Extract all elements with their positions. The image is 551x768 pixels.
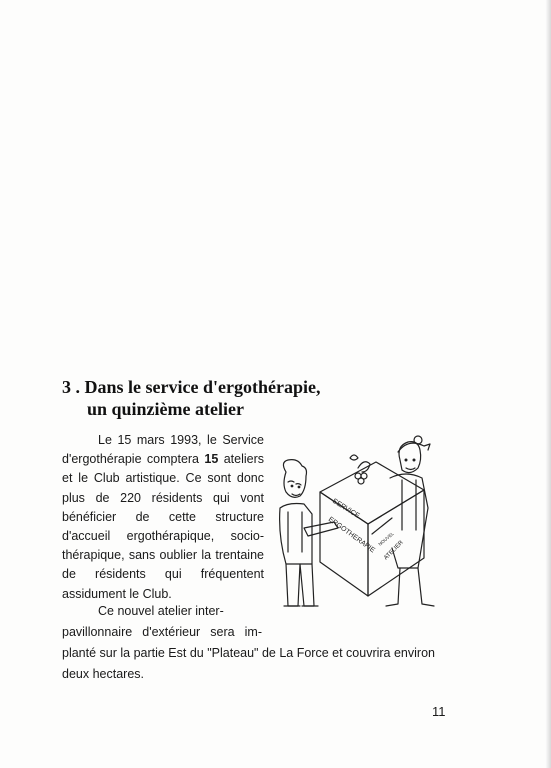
- box-side-label: ATELIER: [383, 539, 405, 562]
- movers-illustration: [270, 428, 440, 616]
- heading-line-2: un quinzième atelier: [87, 399, 244, 419]
- section-heading: [62, 376, 382, 420]
- paragraph-2: [62, 601, 462, 685]
- paragraph-2-line-2: pavillonnaire d'extérieur sera im-: [62, 625, 262, 639]
- paragraph-1-text-a: Le 15 mars 1993, le Service d'ergothérapie comptera: [62, 433, 264, 467]
- paragraph-1: [62, 431, 264, 604]
- box-side-small-label: NOUVEL: [377, 531, 395, 547]
- box-label-ergo: ERGOTHERAPIE: [326, 515, 376, 555]
- paragraph-1-text-b: ateliers et le Club artistique. Ce sont donc plus de 220 résidents qui vont bénéficier de cette structure d'accueil ergothérapique, socio-thérapique, sans oublier la trentaine de résidents qui fréquentent assidument le Club.: [62, 452, 264, 601]
- paragraph-1-bold-number: 15: [204, 452, 219, 467]
- page-edge-shadow: [545, 0, 551, 768]
- paragraph-2-line-4: deux hectares.: [62, 667, 144, 681]
- page-number: 11: [432, 704, 446, 719]
- heading-line-1: 3 . Dans le service d'ergothérapie,: [62, 377, 321, 397]
- paragraph-2-line-1: Ce nouvel atelier inter-: [98, 604, 224, 618]
- box-label-service: SERVICE: [330, 497, 361, 520]
- paragraph-2-line-3: planté sur la partie Est du "Plateau" de La Force et couvrira environ: [62, 646, 435, 660]
